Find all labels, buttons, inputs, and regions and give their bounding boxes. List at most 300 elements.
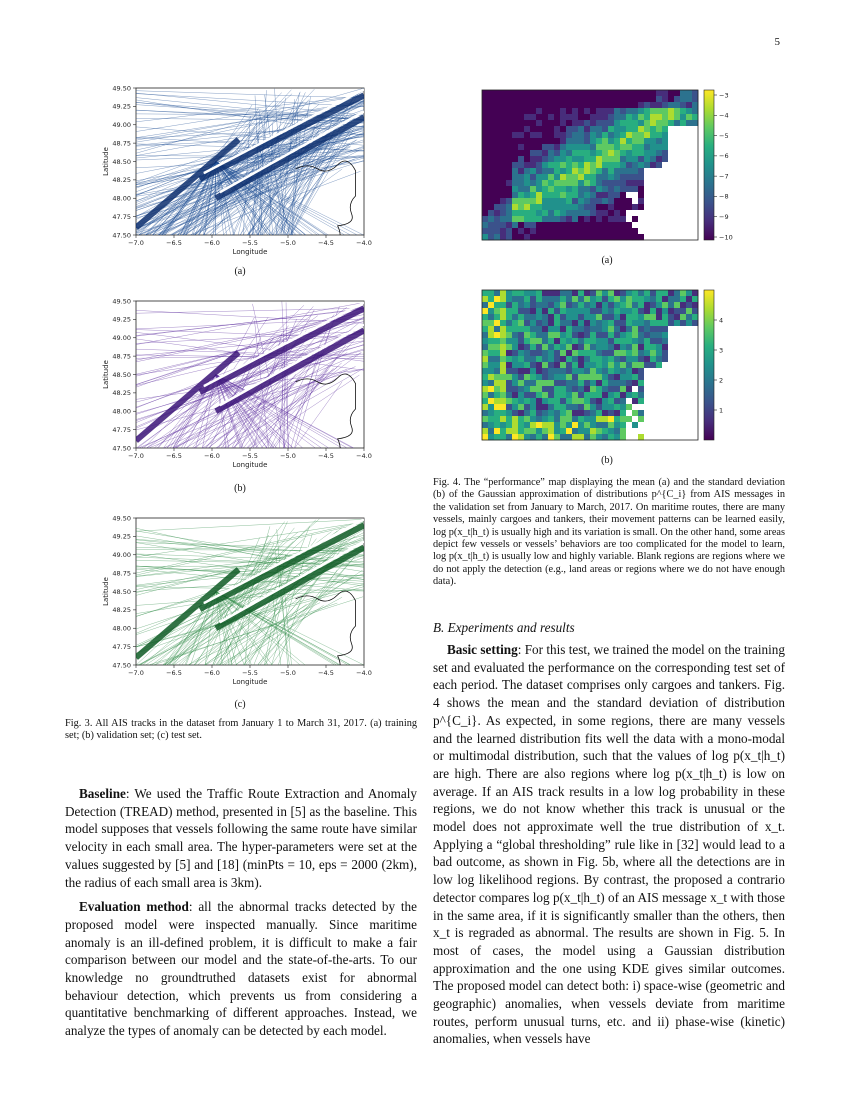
heat-cell: [686, 368, 692, 374]
heat-cell: [524, 186, 530, 192]
heat-cell: [662, 186, 668, 192]
heat-cell: [692, 174, 698, 180]
heat-cell: [662, 168, 668, 174]
heat-cell: [506, 120, 512, 126]
heat-cell: [500, 374, 506, 380]
heat-cell: [566, 410, 572, 416]
heat-cell: [536, 350, 542, 356]
heat-cell: [602, 398, 608, 404]
heat-cell: [674, 210, 680, 216]
heat-cell: [590, 428, 596, 434]
heat-cell: [524, 290, 530, 296]
heat-cell: [572, 386, 578, 392]
heat-cell: [692, 114, 698, 120]
heat-cell: [518, 222, 524, 228]
heat-cell: [518, 338, 524, 344]
heat-cell: [578, 356, 584, 362]
heat-cell: [644, 180, 650, 186]
heat-cell: [488, 434, 494, 440]
heat-cell: [554, 186, 560, 192]
heat-cell: [584, 332, 590, 338]
x-tick-label: −4.0: [356, 452, 372, 460]
heat-cell: [518, 428, 524, 434]
heat-cell: [656, 216, 662, 222]
heat-cell: [542, 296, 548, 302]
heat-cell: [656, 180, 662, 186]
heat-cell: [680, 362, 686, 368]
heat-cell: [668, 404, 674, 410]
heat-cell: [566, 162, 572, 168]
heat-cell: [656, 102, 662, 108]
heat-cell: [680, 222, 686, 228]
heat-cell: [656, 332, 662, 338]
heat-cell: [548, 102, 554, 108]
heat-cell: [680, 228, 686, 234]
heat-cell: [590, 228, 596, 234]
heat-cell: [644, 210, 650, 216]
heat-cell: [554, 108, 560, 114]
heat-cell: [602, 380, 608, 386]
heat-cell: [608, 404, 614, 410]
heat-cell: [572, 368, 578, 374]
heat-cell: [638, 296, 644, 302]
heat-cell: [548, 216, 554, 222]
heat-cell: [662, 338, 668, 344]
heat-cell: [500, 380, 506, 386]
heat-cell: [542, 416, 548, 422]
heat-cell: [530, 138, 536, 144]
heat-cell: [482, 362, 488, 368]
heat-cell: [494, 332, 500, 338]
heat-cell: [500, 168, 506, 174]
heat-cell: [680, 120, 686, 126]
heat-cell: [530, 180, 536, 186]
heat-cell: [620, 314, 626, 320]
heat-cell: [680, 144, 686, 150]
heat-cell: [608, 416, 614, 422]
heat-cell: [602, 216, 608, 222]
fig4-svg-a: [482, 90, 742, 240]
heat-cell: [614, 434, 620, 440]
heat-cell: [488, 386, 494, 392]
heat-cell: [578, 434, 584, 440]
heat-cell: [638, 356, 644, 362]
heat-cell: [644, 434, 650, 440]
heat-cell: [578, 410, 584, 416]
heat-cell: [500, 410, 506, 416]
fig3-svg-b: [96, 293, 376, 473]
heat-cell: [686, 338, 692, 344]
heat-cell: [596, 386, 602, 392]
heat-cell: [620, 434, 626, 440]
heat-cell: [536, 156, 542, 162]
heat-cell: [668, 186, 674, 192]
heat-cell: [626, 168, 632, 174]
heat-cell: [494, 386, 500, 392]
heat-cell: [494, 204, 500, 210]
heat-cell: [644, 162, 650, 168]
heat-cell: [500, 338, 506, 344]
heat-cell: [506, 290, 512, 296]
heat-cell: [542, 392, 548, 398]
heat-cell: [530, 392, 536, 398]
heat-cell: [548, 338, 554, 344]
heat-cell: [686, 332, 692, 338]
heat-cell: [530, 120, 536, 126]
heat-cell: [668, 422, 674, 428]
heat-cell: [488, 392, 494, 398]
heat-cell: [524, 144, 530, 150]
heat-cell: [608, 428, 614, 434]
fig4-caption: Fig. 4. The “performance” map displaying the mean (a) and the standard deviation (b) of the Gaussian approximation of distributions p^{C_i} from AIS messages in the validation set from January to March, 2017. On maritime routes, there are many vessels, mainly cargoes and tankers, their movement patterns can be learned easily, log p(x_t|h_t) is usually high and its variation is small. On the other hand, some areas depict few vessels or vessels’ behaviors are too complicated for the model to learn, log p(x_t|h_t) is usually low and highly variable. Blank regions are regions where we do not apply the detection (e.g., land areas or regions where we do not have enough data).: [433, 477, 785, 588]
heat-cell: [518, 210, 524, 216]
heat-cell: [680, 108, 686, 114]
heat-cell: [614, 234, 620, 240]
heat-cell: [524, 96, 530, 102]
heat-cell: [620, 428, 626, 434]
heat-cell: [518, 90, 524, 96]
heat-cell: [554, 222, 560, 228]
heat-cell: [620, 216, 626, 222]
heat-cell: [644, 314, 650, 320]
heat-cell: [662, 422, 668, 428]
heat-cell: [626, 186, 632, 192]
heat-cell: [548, 162, 554, 168]
heat-cell: [578, 296, 584, 302]
heat-cell: [584, 138, 590, 144]
heat-cell: [686, 302, 692, 308]
heat-cell: [674, 356, 680, 362]
heat-cell: [536, 398, 542, 404]
heat-cell: [602, 350, 608, 356]
heat-cell: [554, 434, 560, 440]
heat-cell: [590, 96, 596, 102]
heat-cell: [530, 314, 536, 320]
heat-cell: [584, 102, 590, 108]
heat-cell: [614, 332, 620, 338]
heat-cell: [602, 410, 608, 416]
heat-cell: [638, 332, 644, 338]
heat-cell: [650, 138, 656, 144]
heat-cell: [644, 290, 650, 296]
heat-cell: [536, 186, 542, 192]
heat-cell: [542, 302, 548, 308]
heat-cell: [548, 428, 554, 434]
heat-cell: [626, 222, 632, 228]
heat-cell: [566, 338, 572, 344]
heat-cell: [614, 132, 620, 138]
heat-cell: [632, 290, 638, 296]
heat-cell: [668, 326, 674, 332]
heat-cell: [638, 222, 644, 228]
heat-cell: [524, 168, 530, 174]
heat-cell: [584, 398, 590, 404]
heat-cell: [506, 192, 512, 198]
heat-cell: [644, 350, 650, 356]
heat-cell: [638, 156, 644, 162]
heat-cell: [650, 362, 656, 368]
heat-cell: [668, 362, 674, 368]
heat-cell: [590, 296, 596, 302]
heat-cell: [608, 410, 614, 416]
heat-cell: [524, 386, 530, 392]
heat-cell: [554, 180, 560, 186]
heat-cell: [530, 410, 536, 416]
fig3-sublabel-c: (c): [234, 699, 246, 710]
heat-cell: [518, 234, 524, 240]
heat-cell: [656, 374, 662, 380]
heat-cell: [512, 434, 518, 440]
heat-cell: [584, 204, 590, 210]
heat-cell: [482, 302, 488, 308]
heat-cell: [482, 168, 488, 174]
baseline-title: Baseline: [79, 786, 126, 801]
heat-cell: [536, 150, 542, 156]
heat-cell: [548, 180, 554, 186]
heat-cell: [638, 320, 644, 326]
heat-cell: [548, 90, 554, 96]
heat-cell: [500, 308, 506, 314]
heat-cell: [632, 90, 638, 96]
heat-cell: [536, 192, 542, 198]
heat-cell: [626, 108, 632, 114]
heat-cell: [668, 410, 674, 416]
heat-cell: [500, 332, 506, 338]
heat-cell: [626, 198, 632, 204]
heat-cell: [620, 138, 626, 144]
heat-cell: [668, 144, 674, 150]
heat-cell: [620, 332, 626, 338]
heat-cell: [608, 350, 614, 356]
heat-cell: [548, 362, 554, 368]
heat-cell: [584, 380, 590, 386]
heat-cell: [608, 332, 614, 338]
heat-cell: [548, 174, 554, 180]
heat-cell: [548, 320, 554, 326]
heat-cell: [626, 216, 632, 222]
heat-cell: [584, 162, 590, 168]
heat-cell: [572, 192, 578, 198]
heat-cell: [512, 150, 518, 156]
heat-cell: [656, 156, 662, 162]
heat-cell: [674, 204, 680, 210]
heat-cell: [644, 404, 650, 410]
heat-cell: [512, 350, 518, 356]
heat-cell: [518, 138, 524, 144]
heat-cell: [662, 138, 668, 144]
heat-cell: [650, 320, 656, 326]
heat-cell: [662, 308, 668, 314]
heat-cell: [692, 198, 698, 204]
heat-cell: [692, 108, 698, 114]
heat-cell: [488, 174, 494, 180]
heat-cell: [494, 320, 500, 326]
heat-cell: [602, 204, 608, 210]
y-tick-label: 47.50: [112, 444, 131, 453]
heat-cell: [602, 102, 608, 108]
heat-cell: [590, 392, 596, 398]
heat-cell: [692, 150, 698, 156]
heat-cell: [632, 120, 638, 126]
heat-cell: [614, 308, 620, 314]
heat-cell: [584, 392, 590, 398]
heat-cell: [536, 332, 542, 338]
heat-cell: [668, 222, 674, 228]
heat-cell: [692, 156, 698, 162]
heat-cell: [524, 368, 530, 374]
heat-cell: [674, 410, 680, 416]
heat-cell: [518, 174, 524, 180]
heat-cell: [686, 204, 692, 210]
heat-cell: [650, 120, 656, 126]
heat-cell: [626, 174, 632, 180]
heat-cell: [494, 416, 500, 422]
heat-cell: [530, 308, 536, 314]
heat-cell: [602, 416, 608, 422]
colorbar-tick-label: −7: [719, 172, 729, 181]
y-tick-label: 48.50: [112, 370, 131, 379]
heat-cell: [620, 96, 626, 102]
heat-cell: [494, 90, 500, 96]
heat-cell: [608, 102, 614, 108]
heat-cell: [482, 314, 488, 320]
heat-cell: [578, 392, 584, 398]
heat-cell: [692, 320, 698, 326]
y-tick-label: 49.50: [112, 297, 131, 306]
heat-cell: [554, 362, 560, 368]
heat-cell: [590, 234, 596, 240]
heat-cell: [686, 386, 692, 392]
heat-cell: [590, 416, 596, 422]
heat-cell: [590, 144, 596, 150]
heat-cell: [566, 90, 572, 96]
heat-cell: [626, 374, 632, 380]
fig3-panel-a-plot: [96, 80, 376, 260]
heat-cell: [494, 234, 500, 240]
heat-cell: [608, 338, 614, 344]
heat-cell: [542, 174, 548, 180]
heat-cell: [608, 210, 614, 216]
heat-cell: [548, 156, 554, 162]
y-tick-label: 49.00: [112, 121, 131, 130]
heat-cell: [512, 186, 518, 192]
heat-cell: [656, 138, 662, 144]
heat-cell: [608, 186, 614, 192]
heat-cell: [656, 314, 662, 320]
heat-cell: [614, 386, 620, 392]
heat-cell: [632, 368, 638, 374]
heat-cell: [566, 368, 572, 374]
heat-cell: [620, 296, 626, 302]
heat-cell: [662, 228, 668, 234]
heat-cell: [644, 332, 650, 338]
heat-cell: [620, 422, 626, 428]
heat-cell: [584, 434, 590, 440]
heat-cell: [500, 210, 506, 216]
heat-cell: [632, 162, 638, 168]
heat-cell: [620, 108, 626, 114]
heat-cell: [662, 350, 668, 356]
heat-cell: [488, 228, 494, 234]
heat-cell: [596, 120, 602, 126]
heat-cell: [626, 350, 632, 356]
heat-cell: [542, 120, 548, 126]
heat-cell: [596, 302, 602, 308]
heat-cell: [602, 192, 608, 198]
heat-cell: [560, 290, 566, 296]
heat-cell: [614, 320, 620, 326]
heat-cell: [662, 204, 668, 210]
heat-cell: [650, 156, 656, 162]
heat-cell: [518, 180, 524, 186]
heat-cell: [614, 138, 620, 144]
heat-cell: [572, 332, 578, 338]
heat-cell: [692, 180, 698, 186]
heat-cell: [644, 192, 650, 198]
heat-cell: [494, 356, 500, 362]
heat-cell: [578, 308, 584, 314]
heat-cell: [506, 374, 512, 380]
heat-cell: [662, 398, 668, 404]
heat-cell: [602, 338, 608, 344]
heat-cell: [632, 308, 638, 314]
heat-cell: [494, 210, 500, 216]
heat-cell: [566, 192, 572, 198]
y-tick-label: 49.25: [112, 315, 131, 324]
fig3-svg-a: [96, 80, 376, 260]
heat-cell: [680, 434, 686, 440]
heat-cell: [602, 368, 608, 374]
heat-cell: [668, 90, 674, 96]
heat-cell: [608, 326, 614, 332]
heat-cell: [506, 398, 512, 404]
heat-cell: [644, 326, 650, 332]
heat-cell: [662, 434, 668, 440]
heat-cell: [614, 192, 620, 198]
heat-cell: [638, 186, 644, 192]
heat-cell: [488, 180, 494, 186]
heat-cell: [542, 150, 548, 156]
heat-cell: [596, 410, 602, 416]
heat-cell: [560, 168, 566, 174]
heat-cell: [512, 392, 518, 398]
heat-cell: [686, 150, 692, 156]
heat-cell: [632, 428, 638, 434]
heat-cell: [518, 108, 524, 114]
heat-cell: [578, 386, 584, 392]
heat-cell: [566, 422, 572, 428]
heat-cell: [662, 362, 668, 368]
heat-cell: [506, 204, 512, 210]
heat-cell: [590, 302, 596, 308]
heat-cell: [584, 126, 590, 132]
heat-cell: [650, 392, 656, 398]
heat-cell: [542, 216, 548, 222]
heat-cell: [506, 162, 512, 168]
heat-cell: [650, 368, 656, 374]
heat-cell: [554, 416, 560, 422]
heat-cell: [608, 216, 614, 222]
heat-cell: [524, 398, 530, 404]
heat-cell: [680, 174, 686, 180]
heat-cell: [650, 132, 656, 138]
heat-cell: [650, 204, 656, 210]
heat-cell: [530, 350, 536, 356]
heat-cell: [590, 434, 596, 440]
heat-cell: [590, 320, 596, 326]
heat-cell: [656, 108, 662, 114]
heat-cell: [566, 216, 572, 222]
